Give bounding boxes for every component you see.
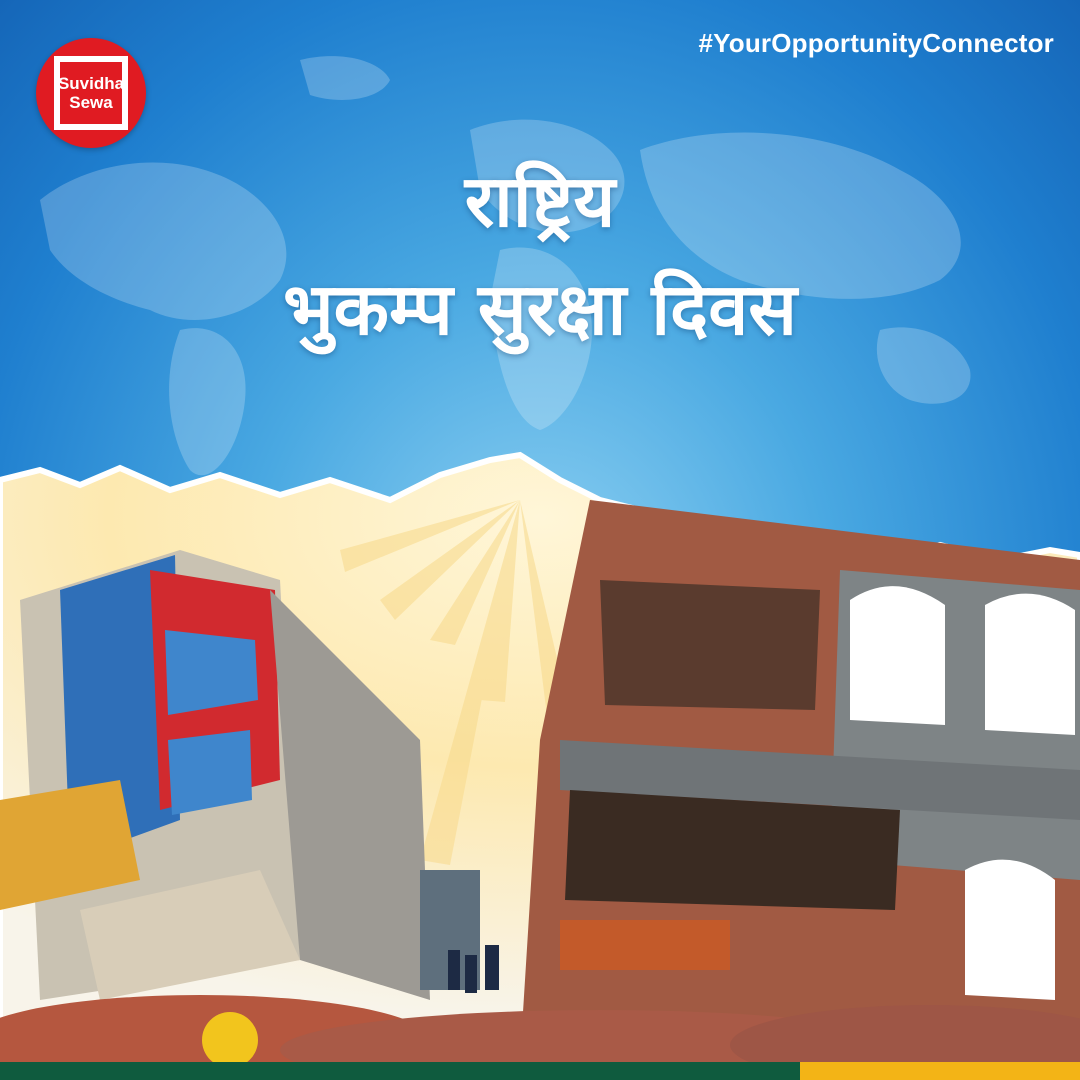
title-line-1: राष्ट्रिय [464,159,616,243]
logo-line-2: Sewa [69,93,113,112]
earthquake-damage-illustration [0,440,1080,1080]
logo-line-1: Suvidha [57,74,125,93]
hashtag-text: #YourOpportunityConnector [698,28,1054,58]
suvidha-sewa-logo [36,38,146,148]
damaged-brick-house [520,500,1080,1060]
title-line-2: भुकम्प सुरक्षा दिवस [283,267,797,351]
logo-text-block [57,62,125,124]
bottom-yellow-accent [800,1062,1080,1080]
logo-frame [54,56,128,130]
